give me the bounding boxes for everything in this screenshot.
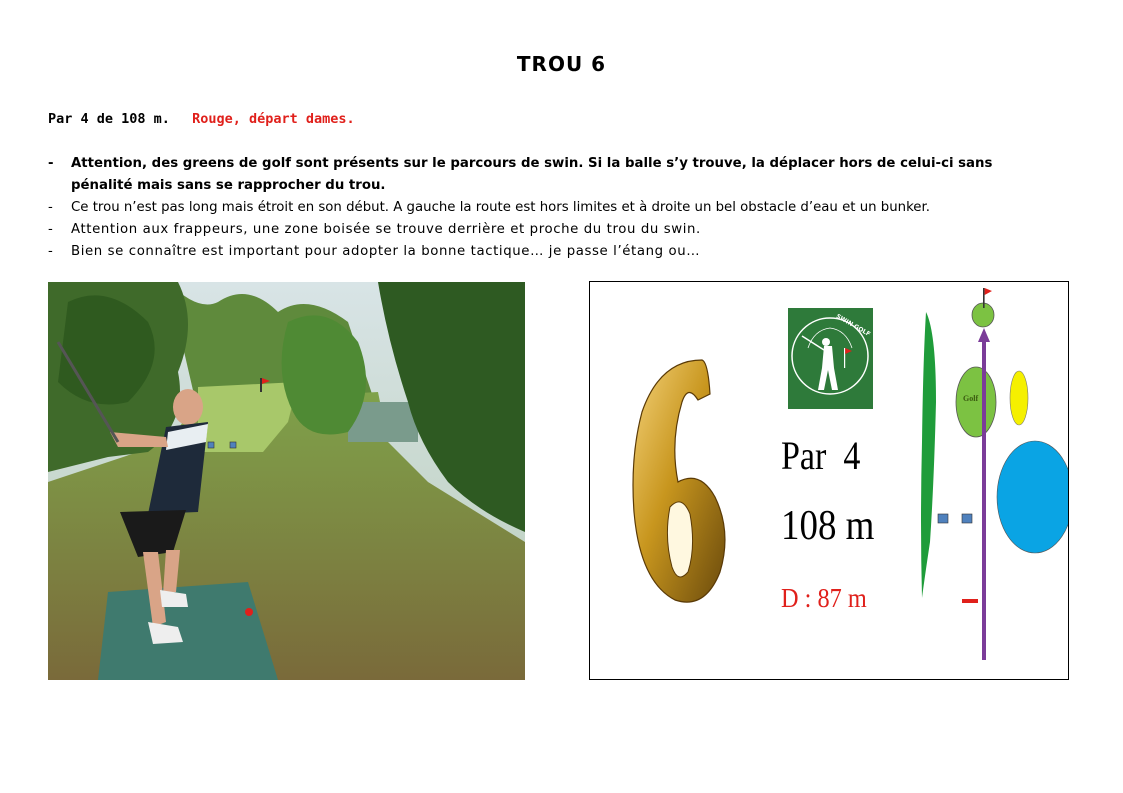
flag-icon	[985, 288, 992, 295]
page-title: TROU 6	[516, 52, 607, 76]
list-item: - Ce trou n’est pas long mais étroit en son début. A gauche la route est hors limites et à droite un bel obstacle d’eau et un bunker.	[48, 197, 1048, 219]
ladies-distance-label: D : 87 m	[781, 583, 867, 613]
list-item: - Attention, des greens de golf sont présents sur le parcours de swin. Si la balle s’y trouve, la déplacer hors de celui-ci sans pénalité mais sans se rapprocher du trou.	[48, 153, 1048, 197]
tee-marker-icon	[962, 514, 972, 523]
par-distance-text: Par 4 de 108 m.	[48, 111, 170, 127]
arrow-head-icon	[978, 328, 990, 342]
tee-marker-icon	[938, 514, 948, 523]
notes-list	[48, 153, 1048, 263]
hole-map	[589, 281, 1069, 680]
tee-color-text: Rouge, départ dames.	[192, 111, 355, 127]
water-hazard-shape	[997, 441, 1068, 553]
red-tee-mark	[962, 599, 978, 603]
swin-golf-logo	[788, 308, 873, 409]
par-label: Par 4	[781, 433, 861, 478]
list-item: - Bien se connaître est important pour adopter la bonne tactique… je passe l’étang ou…	[48, 241, 1048, 263]
trees-shape	[921, 312, 936, 598]
logo-text: SWIN GOLF	[834, 312, 872, 339]
hole-summary	[48, 111, 355, 127]
distance-label: 108 m	[781, 503, 875, 549]
list-item: - Attention aux frappeurs, une zone boisée se trouve derrière et proche du trou du swin.	[48, 219, 1048, 241]
golf-green-label: Golf	[963, 394, 979, 403]
hole-number-figure	[633, 360, 725, 602]
bunker-shape	[1010, 371, 1028, 425]
hole-photo	[48, 282, 525, 680]
